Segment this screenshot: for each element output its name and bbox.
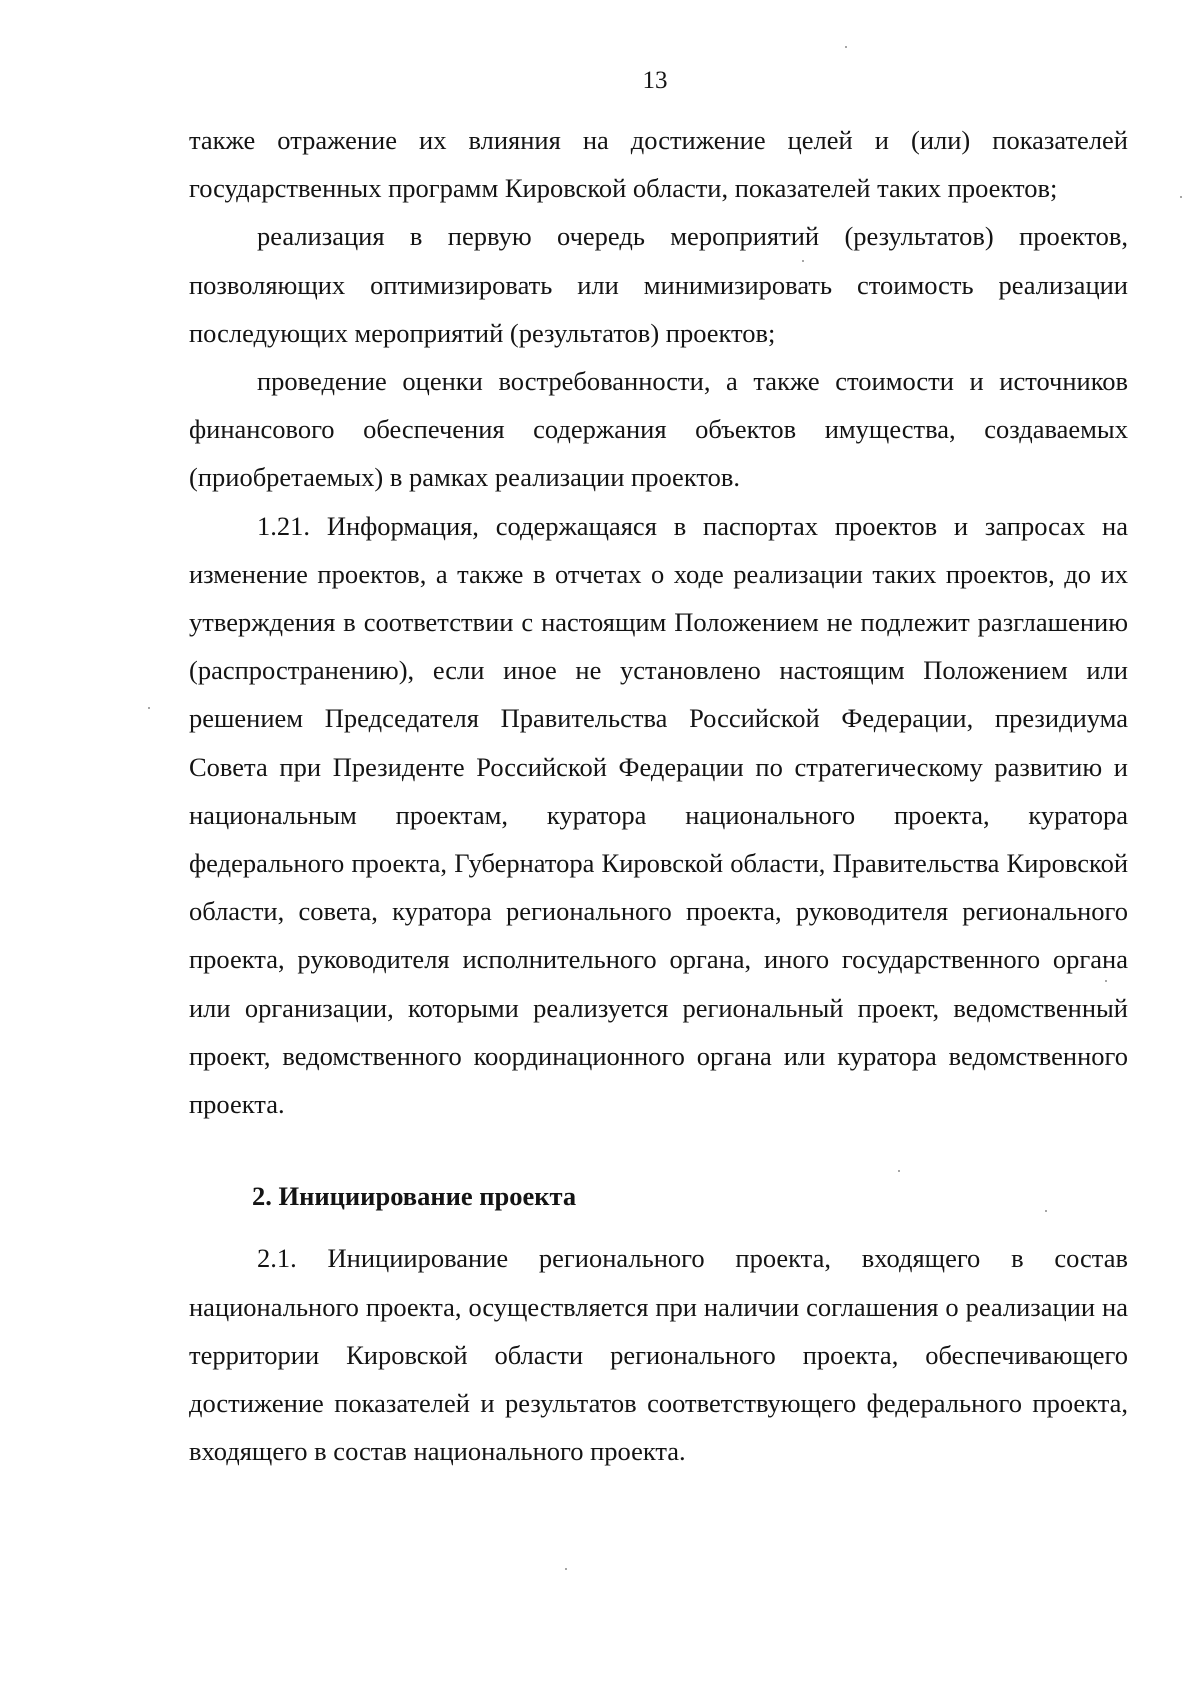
scan-speck (148, 707, 150, 709)
section-heading: 2. Инициирование проекта (252, 1181, 577, 1212)
scan-speck (1180, 196, 1182, 198)
scan-speck (845, 46, 847, 48)
scan-speck (1045, 1210, 1047, 1212)
paragraph-1-21: 1.21. Информация, содержащаяся в паспортах проектов и запросах на изменение проектов, а также в отчетах о ходе реализации таких проектов, до их утверждения в соответствии с настоящим Положением не подлежит разглашению (распространению), если иное не установлено настоящим Положением или решением Председателя Правительства Российской Федерации, президиума Совета при Президенте Российской Федерации по стратегическому развитию и национальным проектам, куратора национального проекта, куратора федерального проекта, Губернатора Кировской области, Правительства Кировской области, совета, куратора регионального проекта, руководителя регионального проекта, руководителя исполнительного органа, иного государственного органа или организации, которыми реализуется региональный проект, ведомственный проект, ведомственного координационного органа или куратора ведомственного проекта. (189, 510, 1128, 1120)
scan-speck (1105, 980, 1107, 982)
paragraph-priority-implementation: реализация в первую очередь мероприятий (результатов) проектов, позволяющих оптимизировать или минимизировать стоимость реализации последующих мероприятий (результатов) проектов; (189, 221, 1128, 348)
document-body (189, 116, 1128, 1475)
paragraph-continuation: также отражение их влияния на достижение целей и (или) показателей государственных программ Кировской области, показателей таких проектов; (189, 125, 1128, 204)
scan-speck (802, 260, 804, 262)
page-number: 13 (642, 67, 668, 94)
scan-speck (565, 1568, 567, 1570)
scan-speck (898, 1170, 900, 1172)
paragraph-demand-assessment: проведение оценки востребованности, а также стоимости и источников финансового обеспечения содержания объектов имущества, создаваемых (приобретаемых) в рамках реализации проектов. (189, 366, 1128, 493)
paragraph-2-1: 2.1. Инициирование регионального проекта, входящего в состав национального проекта, осуществляется при наличии соглашения о реализации на территории Кировской области регионального проекта, обеспечивающего достижение показателей и результатов соответствующего федерального проекта, входящего в состав национального проекта. (189, 1243, 1128, 1467)
